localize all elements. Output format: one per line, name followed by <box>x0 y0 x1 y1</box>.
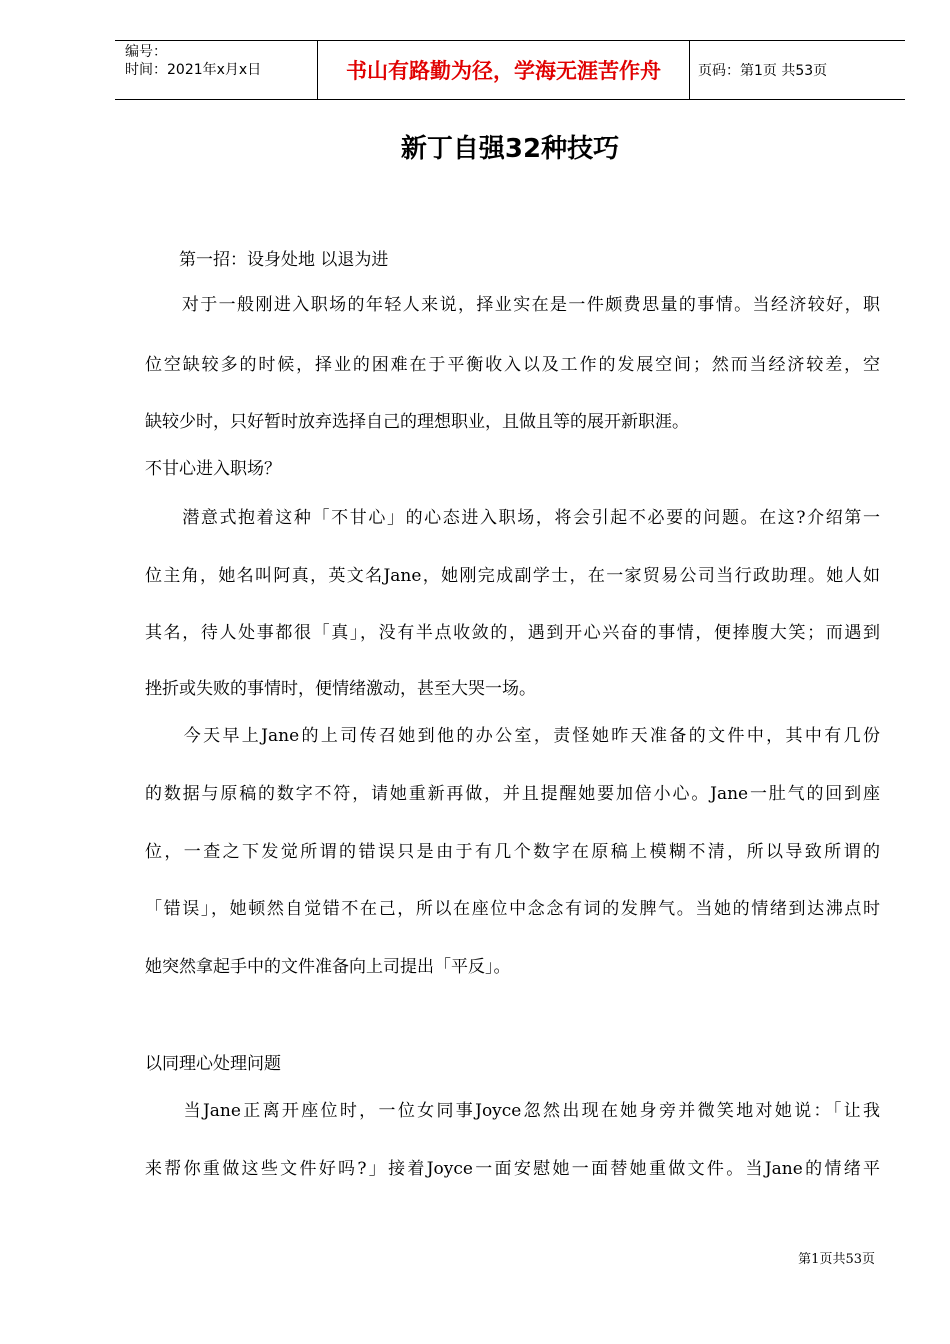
section-heading: 不甘心进入职场？ <box>145 459 281 479</box>
text-line: 位，一查之下发觉所谓的错误只是由于有几个数字在原稿上模糊不清，所以导致所谓的 <box>145 842 880 862</box>
text-line: 潜意式抱着这种「不甘心」的心态进入职场，将会引起不必要的问题。在这?介绍第一 <box>145 508 880 528</box>
text-line: 的数据与原稿的数字不符，请她重新再做，并且提醒她要加倍小心。Jane一肚气的回到座 <box>145 784 880 804</box>
text-line: 位主角，她名叫阿真，英文名Jane，她刚完成副学士，在一家贸易公司当行政助理。她人如 <box>145 566 880 586</box>
text-line: 其名，待人处事都很「真」，没有半点收敛的，遇到开心兴奋的事情，便捧腹大笑；而遇到 <box>145 623 880 643</box>
doc-time-label: 时间：2021年x月x日 <box>125 62 262 78</box>
header-meta <box>115 41 317 99</box>
text-line: 缺较少时，只好暂时放弃选择自己的理想职业，且做且等的展开新职涯。 <box>145 412 689 432</box>
header-motto: 书山有路勤为径，学海无涯苦作舟 <box>317 41 690 99</box>
section-heading: 以同理心处理问题 <box>145 1054 281 1074</box>
page-footer: 第1页共53页 <box>798 1252 875 1267</box>
text-line: 她突然拿起手中的文件准备向上司提出「平反」。 <box>145 957 511 977</box>
header-page-label: 页码：第1页 共53页 <box>698 63 828 79</box>
text-line: 当Jane正离开座位时，一位女同事Joyce忽然出现在她身旁并微笑地对她说：「让我 <box>145 1101 880 1121</box>
text-line: 第一招：设身处地 以退为进 <box>145 250 389 270</box>
text-line: 挫折或失败的事情时，便情绪激动，甚至大哭一场。 <box>145 679 536 699</box>
text-line: 今天早上Jane的上司传召她到他的办公室，责怪她昨天准备的文件中，其中有几份 <box>145 726 880 746</box>
header-table <box>115 40 905 100</box>
text-line: 来帮你重做这些文件好吗?」接着Joyce一面安慰她一面替她重做文件。当Jane的情绪平 <box>145 1159 880 1179</box>
text-line: 对于一般刚进入职场的年轻人来说，择业实在是一件颇费思量的事情。当经济较好，职 <box>145 295 880 315</box>
text-line: 位空缺较多的时候，择业的困难在于平衡收入以及工作的发展空间；然而当经济较差，空 <box>145 355 880 375</box>
document-title: 新丁自强32种技巧 <box>400 134 620 164</box>
text-line: 「错误」，她顿然自觉错不在己，所以在座位中念念有词的发脾气。当她的情绪到达沸点时 <box>145 899 880 919</box>
doc-number-label: 编号： <box>125 44 167 60</box>
